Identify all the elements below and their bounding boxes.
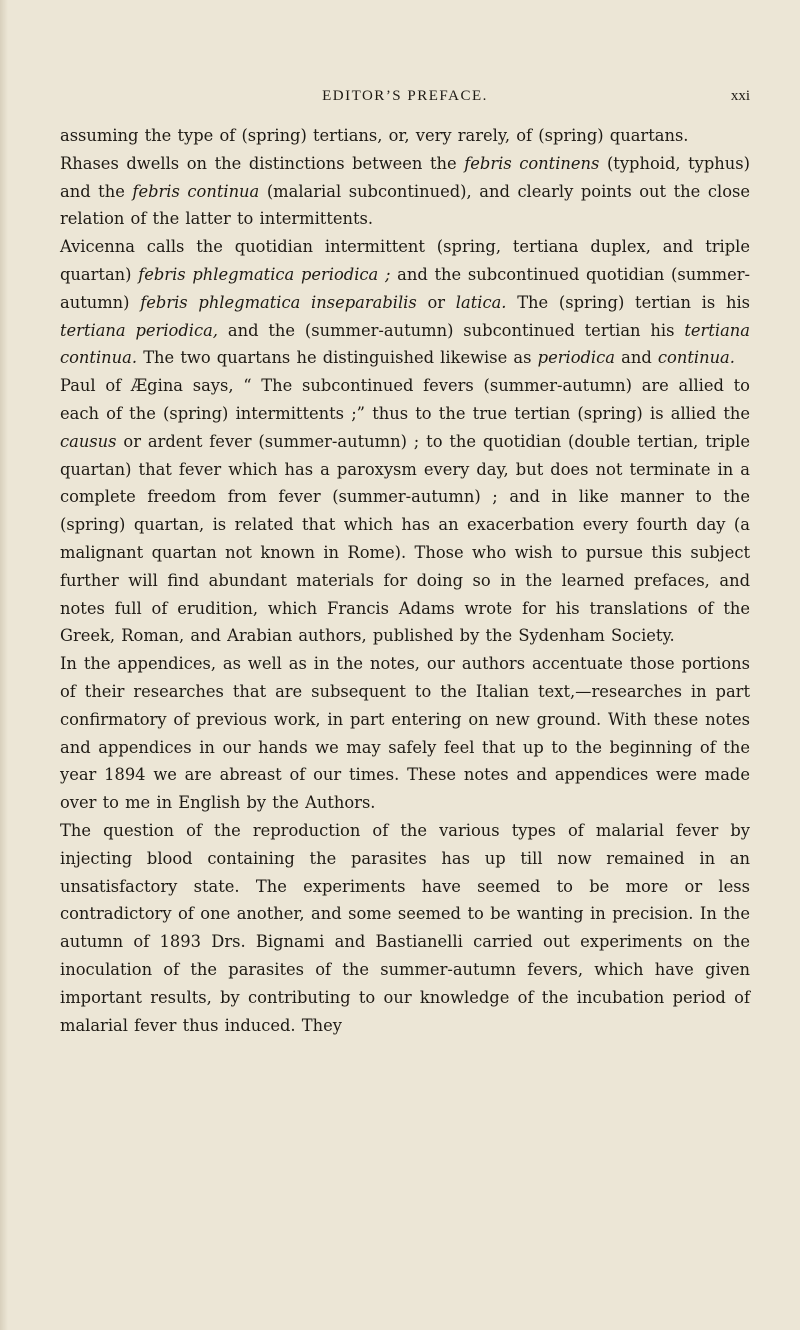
text-run: Rhases dwells on the distinctions between the xyxy=(60,153,465,173)
paragraph-paul-of-aegina xyxy=(60,372,750,650)
text-run: or xyxy=(416,292,456,312)
italic-term: tertiana periodica, xyxy=(60,320,218,340)
book-page xyxy=(60,88,750,1039)
italic-term: latica. xyxy=(455,292,507,312)
text-run: The two quartans he distinguished likewise as xyxy=(137,348,538,368)
text-run: The (spring) tertian is his xyxy=(506,292,751,312)
page-header xyxy=(60,88,750,122)
text-run: Avicenna calls the quotidian intermittent (spring, tertiana duplex, and triple quartan) xyxy=(60,237,750,284)
paragraph-continuation xyxy=(60,122,750,150)
italic-term: febris continua xyxy=(132,181,260,201)
text-run: and xyxy=(614,348,658,368)
text-run: assuming the type of (spring) tertians, or, very rarely, of (spring) quartans. xyxy=(60,126,689,145)
text-run: or ardent fever (summer-autumn) ; to the quotidian (double tertian, triple quartan) that fever which has a paroxysm every day, but does not terminate in a complete freedom from fever (summer-autumn) ; and in like manner to the (spring) quartan, is related that which has an exacerbation every fourth day (a malignant quartan not known in Rome). Those who wish to pursue this subject further will find abundant materials for doing so in the learned prefaces, and notes full of erudition, which Francis Adams wrote for his translations of the Greek, Roman, and Arabian authors, published by the Sydenham Society. xyxy=(60,431,750,646)
italic-term: causus xyxy=(60,431,117,451)
paragraph-avicenna xyxy=(60,233,750,372)
text-run: and the (summer-autumn) subcontinued tertian his xyxy=(217,320,685,340)
italic-term: tertiana continua. xyxy=(60,320,750,368)
paragraph-reproduction xyxy=(60,817,750,1039)
italic-term: continua. xyxy=(657,348,735,368)
text-run: The question of the reproduction of the various types of malarial fever by injecting blood containing the parasites has up till now remained in an unsatisfactory state. The experiments have seemed to be more or less contradictory of one another, and some seemed to be wanting in precision. In the autumn of 1893 Drs. Bignami and Bastianelli carried out experiments on the inoculation of the parasites of the summer-autumn fevers, which have given important results, by contributing to our knowledge of the incubation period of malarial fever thus induced. They xyxy=(60,820,750,1035)
paragraph-appendices xyxy=(60,650,750,817)
running-title: EDITOR’S PREFACE. xyxy=(322,88,488,104)
body-text xyxy=(60,122,750,1039)
text-run: and the subcontinued quotidian (summer-autumn) xyxy=(60,264,750,312)
text-run: (typhoid, typhus) and the xyxy=(60,153,750,201)
page-number: xxi xyxy=(730,88,750,104)
italic-term: periodica xyxy=(537,348,615,368)
italic-term: febris continens xyxy=(464,153,600,173)
text-run: (malarial subcontinued), and clearly points out the close relation of the latter to intermittents. xyxy=(60,181,750,229)
text-run: Paul of Ægina says, “ The subcontinued fevers (summer-autumn) are allied to each of the (spring) intermittents ;” thus to the true tertian (spring) is allied the xyxy=(60,376,750,423)
scan-edge xyxy=(0,0,8,1330)
italic-term: febris phlegmatica periodica ; xyxy=(138,264,391,284)
paragraph-rhases xyxy=(60,150,750,233)
italic-term: febris phlegmatica inseparabilis xyxy=(140,292,417,312)
text-run: In the appendices, as well as in the notes, our authors accentuate those portions of their researches that are subsequent to the Italian text,—researches in part confirmatory of previous work, in part entering on new ground. With these notes and appendices in our hands we may safely feel that up to the beginning of the year 1894 we are abreast of our times. These notes and appendices were made over to me in English by the Authors. xyxy=(60,654,750,813)
